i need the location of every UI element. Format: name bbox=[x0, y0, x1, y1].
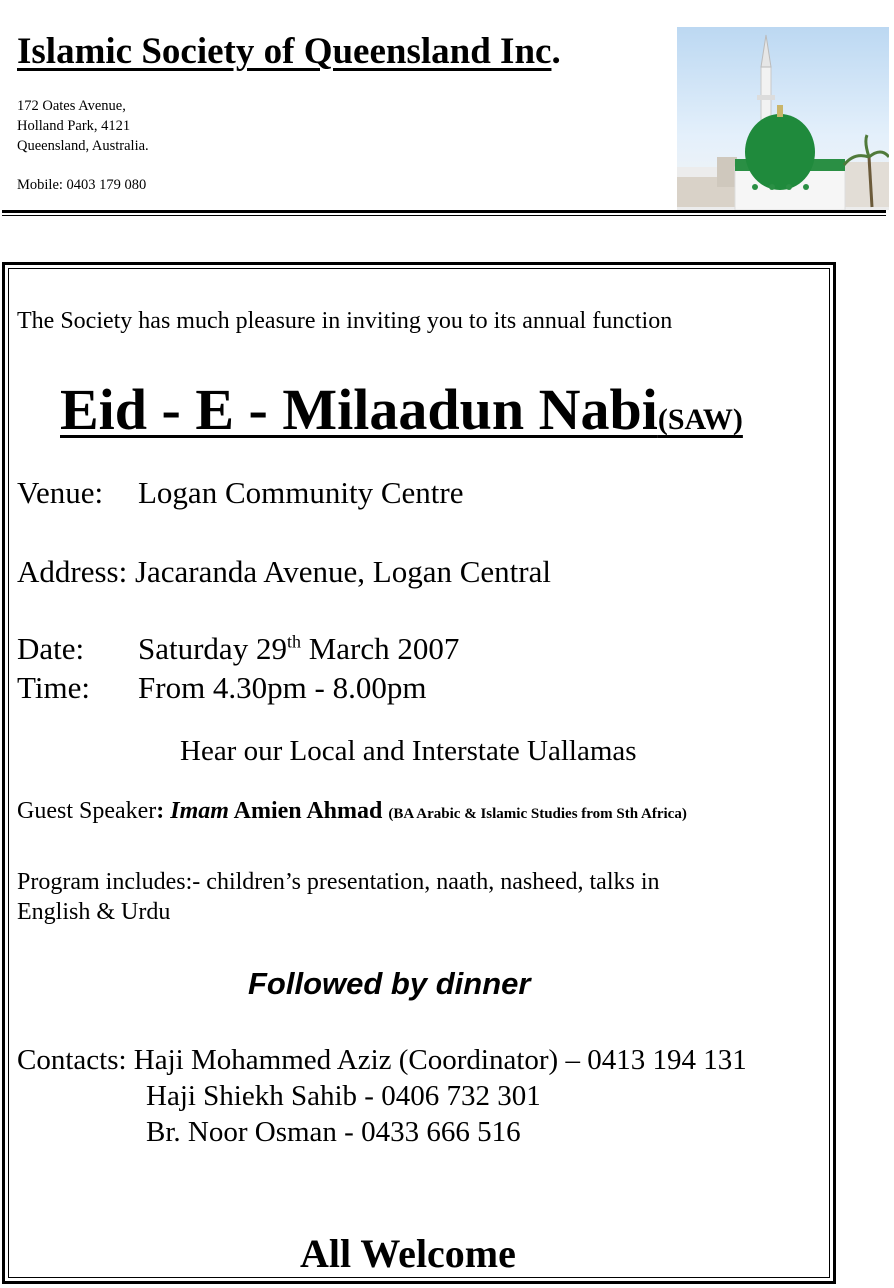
address-label: Address: bbox=[17, 554, 128, 589]
event-title-suffix: (SAW) bbox=[657, 403, 743, 436]
contacts-label: Contacts: bbox=[17, 1044, 127, 1076]
mosque-photo bbox=[677, 27, 889, 210]
green-dome-mosque-image bbox=[677, 27, 889, 210]
guest-name: Amien Ahmad bbox=[228, 798, 383, 824]
program-line-2: English & Urdu bbox=[17, 899, 171, 925]
contacts-row-1 bbox=[17, 1044, 747, 1077]
address-row bbox=[17, 554, 551, 590]
contact-2: Haji Shiekh Sahib - 0406 732 301 bbox=[146, 1080, 541, 1112]
guest-label: Guest Speaker bbox=[17, 798, 157, 824]
date-value: Saturday 29th March 2007 bbox=[138, 631, 460, 666]
time-value: From 4.30pm - 8.00pm bbox=[138, 670, 427, 705]
header-rule-thin bbox=[2, 215, 886, 216]
hear-line: Hear our Local and Interstate Uallamas bbox=[180, 735, 637, 767]
guest-credentials: (BA Arabic & Islamic Studies from Sth Africa) bbox=[388, 806, 687, 822]
address-value: Jacaranda Avenue, Logan Central bbox=[134, 554, 551, 589]
venue-value: Logan Community Centre bbox=[138, 475, 464, 510]
org-name-period: . bbox=[551, 31, 561, 72]
all-welcome: All Welcome bbox=[300, 1231, 516, 1276]
contact-1: Haji Mohammed Aziz (Coordinator) – 0413 194 131 bbox=[133, 1044, 747, 1076]
mobile-number: Mobile: 0403 179 080 bbox=[17, 177, 147, 193]
address-line-1: 172 Oates Avenue, bbox=[17, 98, 126, 114]
contact-3: Br. Noor Osman - 0433 666 516 bbox=[146, 1116, 521, 1148]
event-title: Eid - E - Milaadun Nabi(SAW) bbox=[60, 377, 743, 442]
venue-label: Venue: bbox=[17, 475, 104, 510]
organization-name: Islamic Society of Queensland Inc. bbox=[17, 31, 561, 72]
guest-speaker-line: Guest Speaker: Imam Amien Ahmad (BA Arabic & Islamic Studies from Sth Africa) bbox=[17, 798, 687, 824]
header-rule-thick bbox=[2, 210, 886, 213]
invitation-intro: The Society has much pleasure in inviting you to its annual function bbox=[17, 308, 673, 334]
address-line-2: Holland Park, 4121 bbox=[17, 118, 131, 134]
address-line-3: Queensland, Australia. bbox=[17, 138, 149, 154]
date-label: Date: bbox=[17, 631, 85, 666]
dinner-note: Followed by dinner bbox=[248, 966, 531, 1001]
program-line-1: Program includes:- children’s presentation, naath, nasheed, talks in bbox=[17, 869, 660, 895]
guest-title: Imam bbox=[170, 798, 229, 824]
time-label: Time: bbox=[17, 670, 90, 705]
